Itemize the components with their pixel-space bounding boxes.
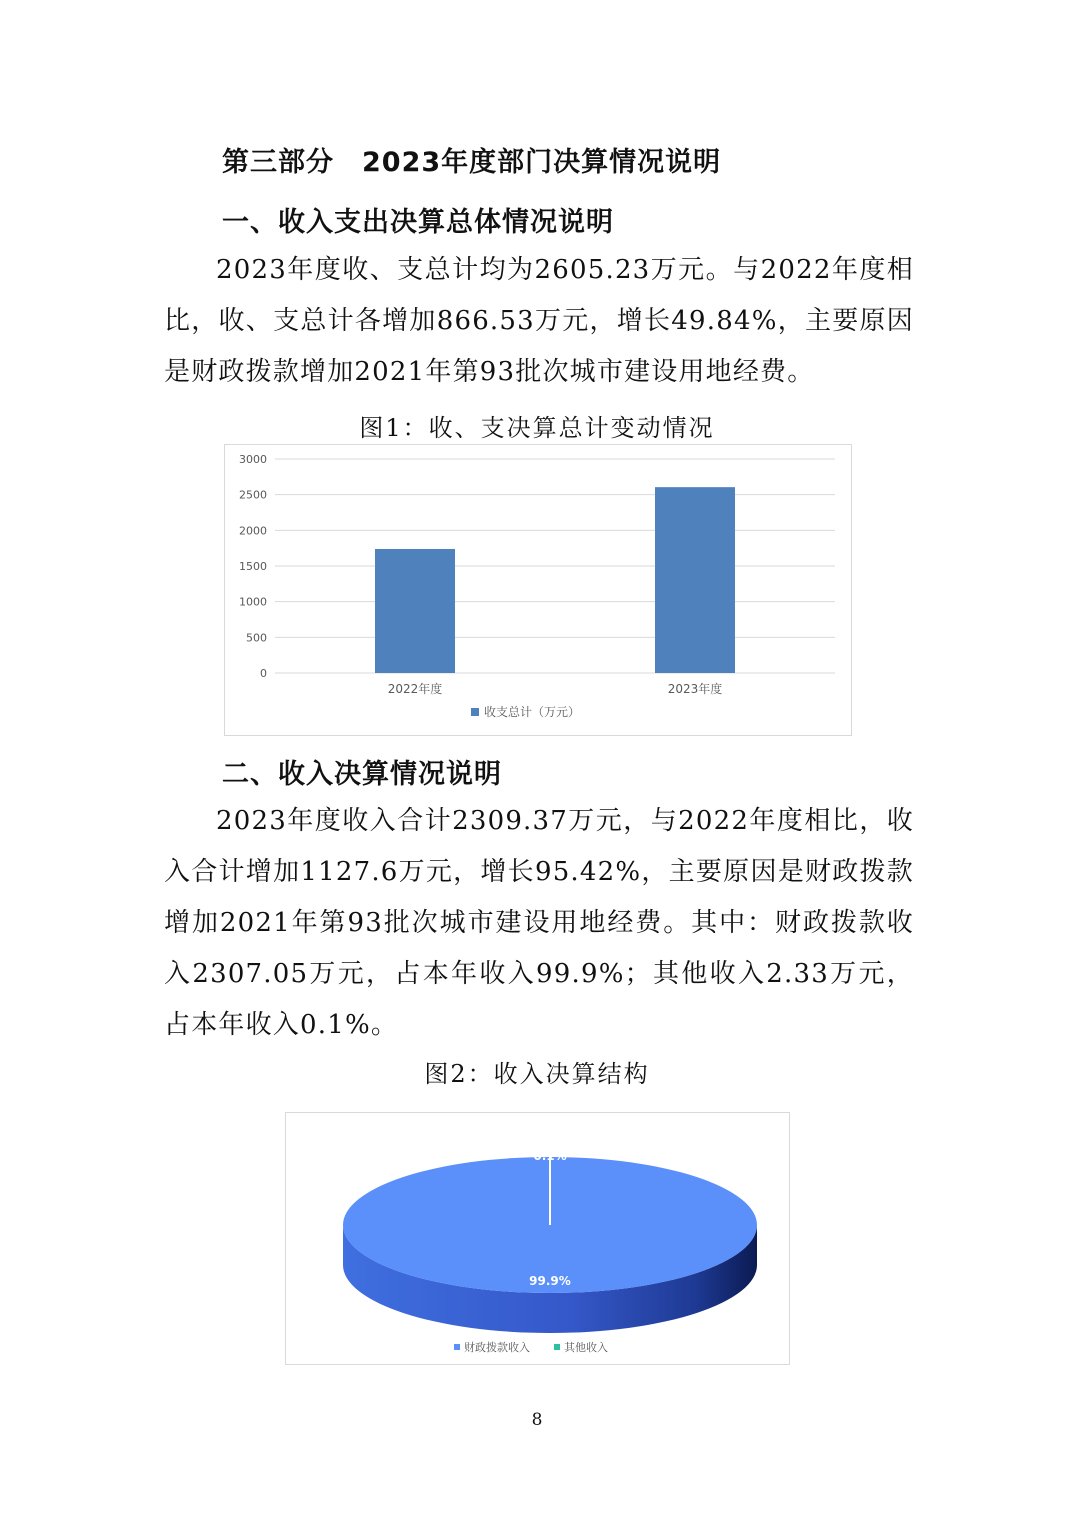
pie-chart-frame: [285, 1112, 790, 1365]
section-overview-text: [164, 245, 914, 398]
section-title-overview: 一、收入支出决算总体情况说明: [222, 207, 614, 238]
y-tick-label: 1500: [239, 560, 267, 573]
legend-swatch: [454, 1344, 460, 1350]
legend-label: 财政拨款收入: [464, 1341, 530, 1354]
bar: [655, 487, 735, 673]
x-tick-label: 2022年度: [387, 682, 443, 696]
section-title-income: 二、收入决算情况说明: [222, 759, 502, 790]
figure-caption-2: 图2：收入决算结构: [424, 1060, 650, 1088]
y-tick-label: 2500: [239, 488, 267, 502]
y-tick-label: 500: [246, 631, 267, 645]
pie-chart: [286, 1113, 789, 1364]
section-income-text: [164, 796, 914, 1051]
paragraph: 2023年度收、支总计均为2605.23万元。与2022年度相比，收、支总计各增加866.53万元，增长49.84%，主要原因是财政拨款增加2021年第93批次城市建设用地经费。: [164, 255, 914, 387]
x-tick-label: 2023年度: [667, 682, 723, 696]
bar: [375, 549, 455, 673]
page-title: 第三部分 2023年度部门决算情况说明: [222, 147, 722, 178]
y-tick-label: 3000: [239, 453, 267, 466]
paragraph: 2023年度收入合计2309.37万元，与2022年度相比，收入合计增加1127.6万元，增长95.42%，主要原因是财政拨款增加2021年第93批次城市建设用地经费。其中：财政拨款收入2307.05万元，占本年收入99.9%；其他收入2.33万元，占本年收入0.1%。: [164, 806, 914, 1040]
figure-caption-1: 图1：收、支决算总计变动情况: [359, 414, 715, 442]
page-number: 8: [531, 1410, 543, 1430]
data-label: 0.1%: [533, 1149, 567, 1163]
data-label: 99.9%: [529, 1274, 571, 1288]
legend-label: 收支总计（万元）: [484, 705, 581, 719]
y-tick-label: 0: [260, 667, 267, 680]
bar-chart-frame: [224, 444, 852, 736]
legend-swatch: [471, 708, 479, 716]
legend-swatch: [554, 1344, 560, 1350]
y-tick-label: 1000: [239, 595, 267, 609]
bar-chart: [225, 445, 851, 735]
legend-label: 其他收入: [564, 1341, 608, 1354]
y-tick-label: 2000: [239, 524, 267, 538]
